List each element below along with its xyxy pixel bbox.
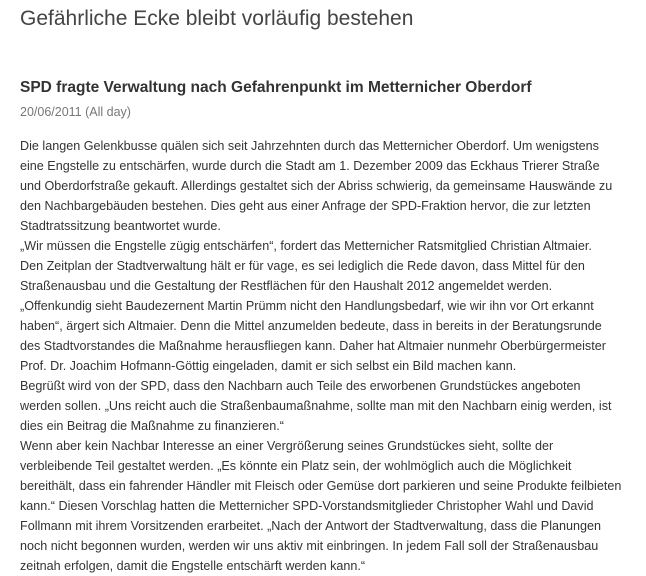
body-line: Begrüßt wird von der SPD, dass den Nachbarn auch Teile des erworbenen Grundstückes angeboten: [20, 379, 581, 393]
event-body: [20, 136, 640, 576]
body-line: Straßenausbau und die Gestaltung der Restflächen für den Haushalt 2012 angemeldet werden.: [20, 279, 553, 293]
body-line: Den Zeitplan der Stadtverwaltung hält er für vage, es sei lediglich die Rede davon, dass Mittel für den: [20, 259, 585, 273]
body-line: haben“, ärgert sich Altmaier. Denn die Mittel anzumelden bedeute, dass in bereits in der Beratungsrunde: [20, 319, 602, 333]
body-line: zeitnah erfolgen, damit die Engstelle entschärft werden kann.“: [20, 559, 366, 573]
body-line: Wenn aber kein Nachbar Interesse an einer Vergrößerung seines Grundstückes sieht, sollte der: [20, 439, 554, 453]
body-line: verbleibende Teil gestaltet werden. „Es könnte ein Platz sein, der wohlmöglich auch die Möglichkeit: [20, 459, 572, 473]
event-date: 20/06/2011 (All day): [20, 105, 131, 119]
body-line: Prof. Dr. Joachim Hofmann-Göttig eingeladen, damit er sich selbst ein Bild machen kann.: [20, 359, 517, 373]
body-line: und Oberdorfstraße gekauft. Allerdings gestaltet sich der Abriss schwierig, da gemeinsame Hauswände zu: [20, 179, 613, 193]
page-title: Gefährliche Ecke bleibt vorläufig bestehen: [20, 7, 414, 30]
body-line: den Nachbargebäuden bestehen. Dies geht aus einer Anfrage der SPD-Fraktion hervor, die zur letzten: [20, 199, 591, 213]
event-title: SPD fragte Verwaltung nach Gefahrenpunkt im Metternicher Oberdorf: [20, 79, 532, 96]
body-line: bereithält, dass ein fahrender Händler mit Fleisch oder Gemüse dort parkieren und seine Produkte feilbieten: [20, 479, 622, 493]
body-line: dies ein Beitrag die Maßnahme zu finanzieren.“: [20, 419, 284, 433]
body-line: Die langen Gelenkbusse quälen sich seit Jahrzehnten durch das Metternicher Oberdorf. Um wenigstens: [20, 139, 599, 153]
body-line: Follmann mit ihrem Vorsitzenden erarbeitet. „Nach der Antwort der Stadtverwaltung, dass die Planungen: [20, 519, 602, 533]
body-line: des Stadtvorstandes die Maßnahme herausfliegen kann. Daher hat Altmaier nunmehr Oberbürgermeister: [20, 339, 606, 353]
body-line: eine Engstelle zu entschärfen, wurde durch die Stadt am 1. Dezember 2009 das Eckhaus Trierer Straße: [20, 159, 600, 173]
body-line: noch nicht begonnen wurden, werden wir uns aktiv mit einbringen. In jedem Fall soll der Straßenausbau: [20, 539, 599, 553]
body-line: werden sollen. „Uns reicht auch die Straßenbaumaßnahme, sollte man mit den Nachbarn einig werden, ist: [20, 399, 612, 413]
body-line: Stadtratssitzung beantwortet wurde.: [20, 219, 221, 233]
body-line: „Wir müssen die Engstelle zügig entschärfen“, fordert das Metternicher Ratsmitglied Christian Altmaier.: [20, 239, 592, 253]
body-line: kann.“ Diesen Vorschlag hatten die Metternicher SPD-Vorstandsmitglieder Christopher Wahl und David: [20, 499, 594, 513]
body-line: „Offenkundig sieht Baudezernent Martin Prümm nicht den Handlungsbedarf, wie wir ihn vor Ort erkannt: [20, 299, 594, 313]
